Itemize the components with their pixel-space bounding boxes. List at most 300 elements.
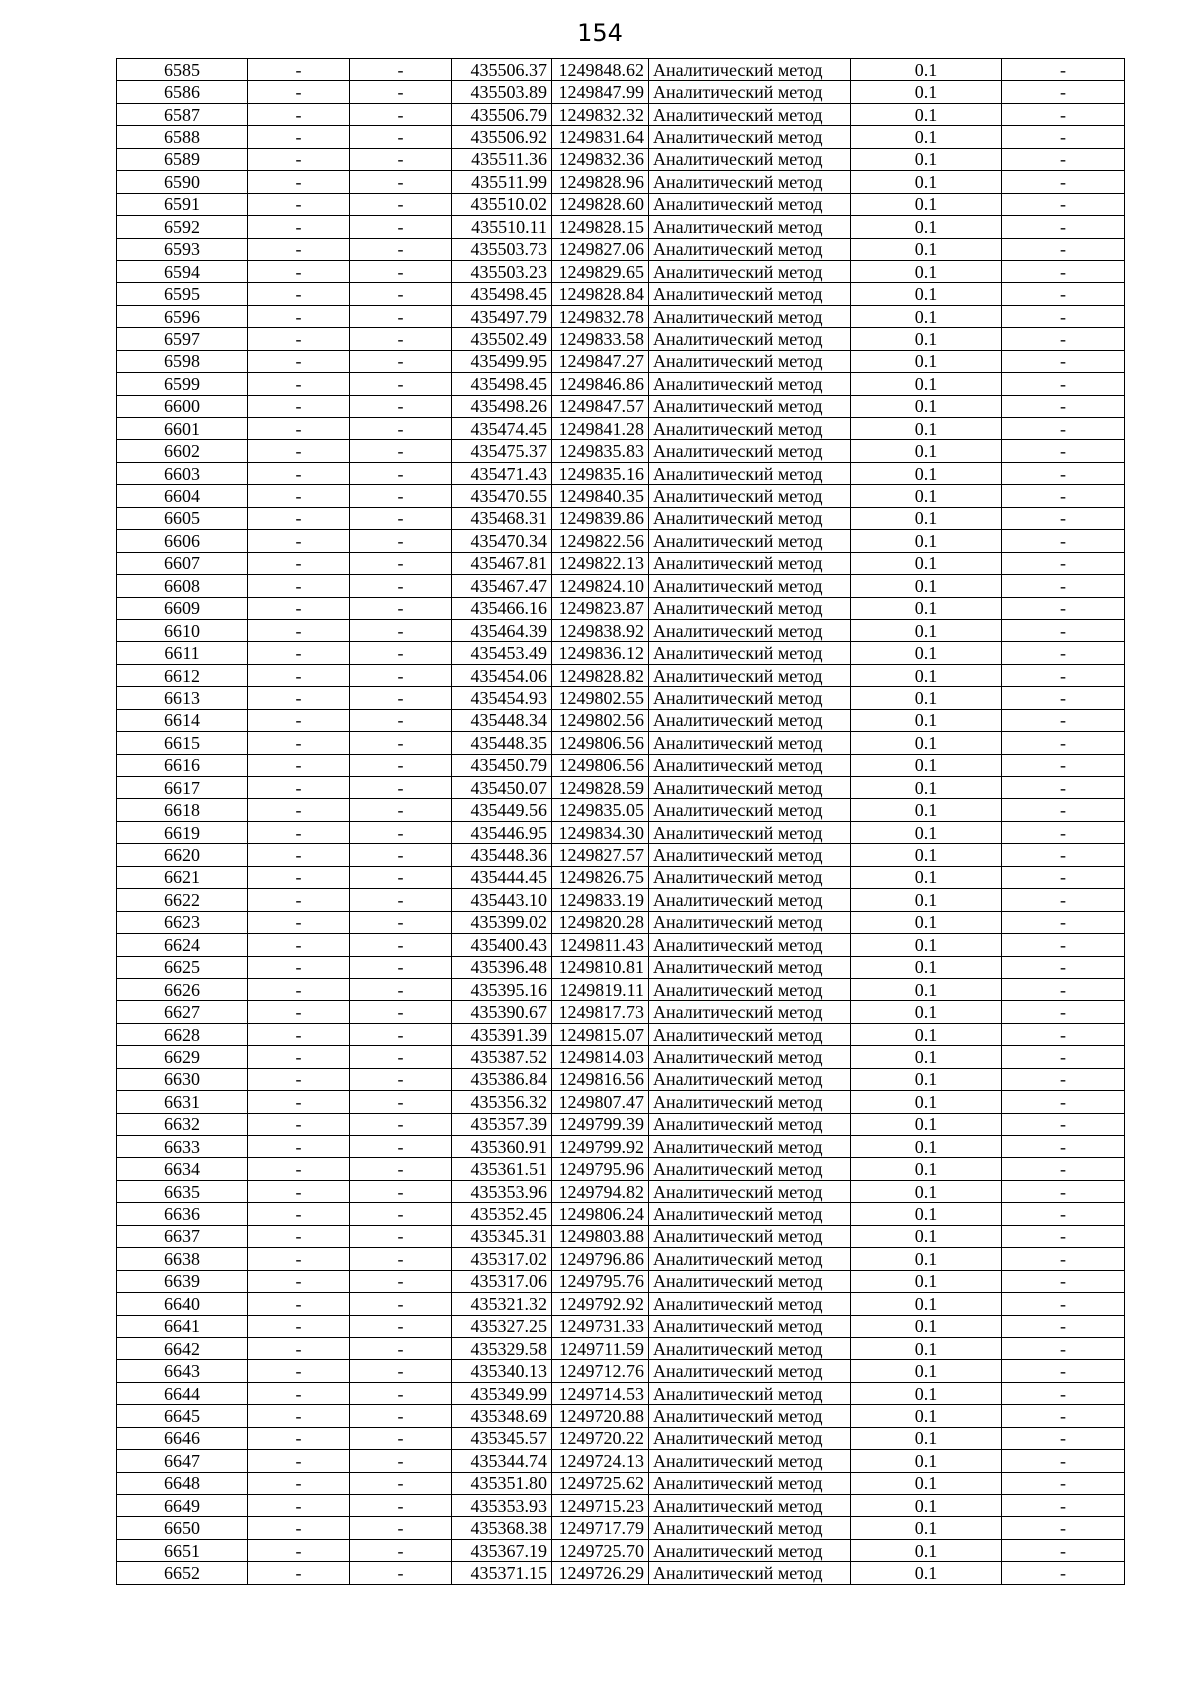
accuracy-cell: 0.1: [851, 81, 1002, 103]
table-row: [117, 1382, 1125, 1404]
point-number-cell: 6620: [117, 844, 248, 866]
accuracy-cell: 0.1: [851, 1360, 1002, 1382]
method-cell: Аналитический метод: [649, 238, 851, 260]
table-row: [117, 462, 1125, 484]
table-row: [117, 238, 1125, 260]
note-cell: -: [1002, 1046, 1125, 1068]
method-cell: Аналитический метод: [649, 1337, 851, 1359]
unused-cell-b: -: [350, 1360, 452, 1382]
table-row: [117, 1203, 1125, 1225]
method-cell: Аналитический метод: [649, 1382, 851, 1404]
unused-cell-b: -: [350, 81, 452, 103]
point-number-cell: 6587: [117, 103, 248, 125]
coord-y-cell: 1249806.56: [552, 754, 649, 776]
unused-cell-b: -: [350, 687, 452, 709]
unused-cell-a: -: [248, 1248, 350, 1270]
unused-cell-a: -: [248, 1360, 350, 1382]
method-cell: Аналитический метод: [649, 821, 851, 843]
method-cell: Аналитический метод: [649, 934, 851, 956]
note-cell: -: [1002, 664, 1125, 686]
coord-y-cell: 1249726.29: [552, 1562, 649, 1584]
accuracy-cell: 0.1: [851, 1248, 1002, 1270]
coord-x-cell: 435390.67: [452, 1001, 552, 1023]
unused-cell-b: -: [350, 59, 452, 81]
point-number-cell: 6646: [117, 1427, 248, 1449]
accuracy-cell: 0.1: [851, 216, 1002, 238]
accuracy-cell: 0.1: [851, 1315, 1002, 1337]
point-number-cell: 6603: [117, 462, 248, 484]
coord-x-cell: 435454.06: [452, 664, 552, 686]
table-row: [117, 1270, 1125, 1292]
note-cell: -: [1002, 1337, 1125, 1359]
method-cell: Аналитический метод: [649, 1001, 851, 1023]
method-cell: Аналитический метод: [649, 530, 851, 552]
coord-x-cell: 435327.25: [452, 1315, 552, 1337]
note-cell: -: [1002, 1113, 1125, 1135]
table-row: [117, 1405, 1125, 1427]
coord-y-cell: 1249731.33: [552, 1315, 649, 1337]
coord-x-cell: 435467.47: [452, 575, 552, 597]
accuracy-cell: 0.1: [851, 530, 1002, 552]
point-number-cell: 6623: [117, 911, 248, 933]
coord-y-cell: 1249826.75: [552, 866, 649, 888]
accuracy-cell: 0.1: [851, 754, 1002, 776]
point-number-cell: 6605: [117, 507, 248, 529]
table-row: [117, 530, 1125, 552]
coord-x-cell: 435446.95: [452, 821, 552, 843]
table-row: [117, 373, 1125, 395]
coord-y-cell: 1249835.05: [552, 799, 649, 821]
unused-cell-b: -: [350, 1337, 452, 1359]
table-row: [117, 597, 1125, 619]
accuracy-cell: 0.1: [851, 597, 1002, 619]
method-cell: Аналитический метод: [649, 1091, 851, 1113]
accuracy-cell: 0.1: [851, 418, 1002, 440]
unused-cell-a: -: [248, 148, 350, 170]
unused-cell-a: -: [248, 1270, 350, 1292]
unused-cell-b: -: [350, 777, 452, 799]
coord-y-cell: 1249835.16: [552, 462, 649, 484]
coord-x-cell: 435471.43: [452, 462, 552, 484]
accuracy-cell: 0.1: [851, 103, 1002, 125]
unused-cell-a: -: [248, 395, 350, 417]
coord-x-cell: 435450.07: [452, 777, 552, 799]
coord-x-cell: 435466.16: [452, 597, 552, 619]
coord-y-cell: 1249839.86: [552, 507, 649, 529]
unused-cell-b: -: [350, 260, 452, 282]
coord-y-cell: 1249814.03: [552, 1046, 649, 1068]
unused-cell-a: -: [248, 754, 350, 776]
point-number-cell: 6652: [117, 1562, 248, 1584]
coord-y-cell: 1249799.39: [552, 1113, 649, 1135]
point-number-cell: 6629: [117, 1046, 248, 1068]
coord-y-cell: 1249823.87: [552, 597, 649, 619]
table-row: [117, 934, 1125, 956]
unused-cell-a: -: [248, 799, 350, 821]
note-cell: -: [1002, 1248, 1125, 1270]
accuracy-cell: 0.1: [851, 148, 1002, 170]
coord-y-cell: 1249795.76: [552, 1270, 649, 1292]
accuracy-cell: 0.1: [851, 440, 1002, 462]
coord-y-cell: 1249832.36: [552, 148, 649, 170]
table-row: [117, 575, 1125, 597]
coord-y-cell: 1249828.15: [552, 216, 649, 238]
table-row: [117, 1562, 1125, 1584]
coord-x-cell: 435344.74: [452, 1450, 552, 1472]
point-number-cell: 6608: [117, 575, 248, 597]
accuracy-cell: 0.1: [851, 1001, 1002, 1023]
note-cell: -: [1002, 350, 1125, 372]
note-cell: -: [1002, 126, 1125, 148]
coord-y-cell: 1249832.32: [552, 103, 649, 125]
coord-x-cell: 435353.96: [452, 1180, 552, 1202]
method-cell: Аналитический метод: [649, 328, 851, 350]
unused-cell-b: -: [350, 1495, 452, 1517]
table-row: [117, 1225, 1125, 1247]
method-cell: Аналитический метод: [649, 260, 851, 282]
coord-x-cell: 435356.32: [452, 1091, 552, 1113]
coord-x-cell: 435395.16: [452, 978, 552, 1000]
accuracy-cell: 0.1: [851, 171, 1002, 193]
table-row: [117, 1517, 1125, 1539]
unused-cell-a: -: [248, 485, 350, 507]
point-number-cell: 6651: [117, 1539, 248, 1561]
note-cell: -: [1002, 1001, 1125, 1023]
point-number-cell: 6616: [117, 754, 248, 776]
coord-y-cell: 1249835.83: [552, 440, 649, 462]
coord-y-cell: 1249806.24: [552, 1203, 649, 1225]
coord-x-cell: 435464.39: [452, 619, 552, 641]
accuracy-cell: 0.1: [851, 821, 1002, 843]
unused-cell-b: -: [350, 889, 452, 911]
note-cell: -: [1002, 1450, 1125, 1472]
method-cell: Аналитический метод: [649, 1113, 851, 1135]
accuracy-cell: 0.1: [851, 664, 1002, 686]
accuracy-cell: 0.1: [851, 328, 1002, 350]
unused-cell-a: -: [248, 821, 350, 843]
unused-cell-b: -: [350, 216, 452, 238]
accuracy-cell: 0.1: [851, 1046, 1002, 1068]
unused-cell-b: -: [350, 754, 452, 776]
accuracy-cell: 0.1: [851, 1450, 1002, 1472]
unused-cell-b: -: [350, 193, 452, 215]
coord-y-cell: 1249807.47: [552, 1091, 649, 1113]
note-cell: -: [1002, 1136, 1125, 1158]
note-cell: -: [1002, 889, 1125, 911]
coord-y-cell: 1249725.70: [552, 1539, 649, 1561]
unused-cell-a: -: [248, 59, 350, 81]
unused-cell-a: -: [248, 260, 350, 282]
accuracy-cell: 0.1: [851, 978, 1002, 1000]
accuracy-cell: 0.1: [851, 889, 1002, 911]
method-cell: Аналитический метод: [649, 59, 851, 81]
table-row: [117, 552, 1125, 574]
coord-y-cell: 1249847.27: [552, 350, 649, 372]
note-cell: -: [1002, 305, 1125, 327]
unused-cell-a: -: [248, 619, 350, 641]
coord-y-cell: 1249846.86: [552, 373, 649, 395]
unused-cell-b: -: [350, 799, 452, 821]
coord-x-cell: 435345.57: [452, 1427, 552, 1449]
note-cell: -: [1002, 530, 1125, 552]
method-cell: Аналитический метод: [649, 126, 851, 148]
coord-x-cell: 435506.37: [452, 59, 552, 81]
coord-x-cell: 435503.23: [452, 260, 552, 282]
unused-cell-b: -: [350, 373, 452, 395]
coord-y-cell: 1249815.07: [552, 1023, 649, 1045]
unused-cell-a: -: [248, 1472, 350, 1494]
unused-cell-a: -: [248, 1315, 350, 1337]
point-number-cell: 6634: [117, 1158, 248, 1180]
unused-cell-a: -: [248, 305, 350, 327]
method-cell: Аналитический метод: [649, 507, 851, 529]
method-cell: Аналитический метод: [649, 754, 851, 776]
accuracy-cell: 0.1: [851, 575, 1002, 597]
note-cell: -: [1002, 1293, 1125, 1315]
method-cell: Аналитический метод: [649, 148, 851, 170]
unused-cell-a: -: [248, 1158, 350, 1180]
unused-cell-a: -: [248, 126, 350, 148]
note-cell: -: [1002, 1405, 1125, 1427]
unused-cell-a: -: [248, 1068, 350, 1090]
note-cell: -: [1002, 597, 1125, 619]
method-cell: Аналитический метод: [649, 193, 851, 215]
point-number-cell: 6602: [117, 440, 248, 462]
point-number-cell: 6617: [117, 777, 248, 799]
unused-cell-a: -: [248, 575, 350, 597]
unused-cell-b: -: [350, 1427, 452, 1449]
point-number-cell: 6614: [117, 709, 248, 731]
accuracy-cell: 0.1: [851, 193, 1002, 215]
note-cell: -: [1002, 283, 1125, 305]
point-number-cell: 6637: [117, 1225, 248, 1247]
point-number-cell: 6593: [117, 238, 248, 260]
note-cell: -: [1002, 81, 1125, 103]
coord-y-cell: 1249847.57: [552, 395, 649, 417]
coord-y-cell: 1249832.78: [552, 305, 649, 327]
method-cell: Аналитический метод: [649, 1248, 851, 1270]
coord-x-cell: 435450.79: [452, 754, 552, 776]
table-row: [117, 1472, 1125, 1494]
point-number-cell: 6585: [117, 59, 248, 81]
unused-cell-a: -: [248, 373, 350, 395]
unused-cell-a: -: [248, 238, 350, 260]
coord-y-cell: 1249822.56: [552, 530, 649, 552]
note-cell: -: [1002, 642, 1125, 664]
table-row: [117, 642, 1125, 664]
coord-x-cell: 435448.36: [452, 844, 552, 866]
unused-cell-b: -: [350, 709, 452, 731]
coord-x-cell: 435352.45: [452, 1203, 552, 1225]
unused-cell-b: -: [350, 485, 452, 507]
accuracy-cell: 0.1: [851, 1495, 1002, 1517]
method-cell: Аналитический метод: [649, 889, 851, 911]
unused-cell-a: -: [248, 328, 350, 350]
unused-cell-b: -: [350, 642, 452, 664]
table-row: [117, 260, 1125, 282]
note-cell: -: [1002, 440, 1125, 462]
accuracy-cell: 0.1: [851, 1293, 1002, 1315]
method-cell: Аналитический метод: [649, 956, 851, 978]
table-row: [117, 440, 1125, 462]
method-cell: Аналитический метод: [649, 1225, 851, 1247]
method-cell: Аналитический метод: [649, 1517, 851, 1539]
accuracy-cell: 0.1: [851, 777, 1002, 799]
coord-y-cell: 1249834.30: [552, 821, 649, 843]
point-number-cell: 6624: [117, 934, 248, 956]
note-cell: -: [1002, 1180, 1125, 1202]
table-row: [117, 305, 1125, 327]
coord-x-cell: 435511.36: [452, 148, 552, 170]
point-number-cell: 6618: [117, 799, 248, 821]
note-cell: -: [1002, 193, 1125, 215]
unused-cell-a: -: [248, 1562, 350, 1584]
point-number-cell: 6630: [117, 1068, 248, 1090]
table-row: [117, 126, 1125, 148]
unused-cell-b: -: [350, 978, 452, 1000]
coord-y-cell: 1249828.82: [552, 664, 649, 686]
unused-cell-b: -: [350, 1023, 452, 1045]
note-cell: -: [1002, 687, 1125, 709]
table-row: [117, 1539, 1125, 1561]
accuracy-cell: 0.1: [851, 1091, 1002, 1113]
coord-x-cell: 435349.99: [452, 1382, 552, 1404]
unused-cell-b: -: [350, 238, 452, 260]
unused-cell-a: -: [248, 1539, 350, 1561]
accuracy-cell: 0.1: [851, 619, 1002, 641]
table-row: [117, 754, 1125, 776]
table-row: [117, 1495, 1125, 1517]
point-number-cell: 6591: [117, 193, 248, 215]
unused-cell-a: -: [248, 507, 350, 529]
method-cell: Аналитический метод: [649, 777, 851, 799]
unused-cell-b: -: [350, 440, 452, 462]
unused-cell-a: -: [248, 462, 350, 484]
point-number-cell: 6622: [117, 889, 248, 911]
unused-cell-a: -: [248, 1427, 350, 1449]
table-row: [117, 1427, 1125, 1449]
point-number-cell: 6649: [117, 1495, 248, 1517]
coord-y-cell: 1249816.56: [552, 1068, 649, 1090]
unused-cell-b: -: [350, 395, 452, 417]
note-cell: -: [1002, 911, 1125, 933]
point-number-cell: 6601: [117, 418, 248, 440]
unused-cell-a: -: [248, 1023, 350, 1045]
coord-y-cell: 1249714.53: [552, 1382, 649, 1404]
method-cell: Аналитический метод: [649, 1270, 851, 1292]
unused-cell-a: -: [248, 687, 350, 709]
coord-x-cell: 435468.31: [452, 507, 552, 529]
note-cell: -: [1002, 1539, 1125, 1561]
table-row: [117, 732, 1125, 754]
unused-cell-b: -: [350, 283, 452, 305]
accuracy-cell: 0.1: [851, 260, 1002, 282]
unused-cell-a: -: [248, 103, 350, 125]
method-cell: Аналитический метод: [649, 171, 851, 193]
coord-y-cell: 1249824.10: [552, 575, 649, 597]
method-cell: Аналитический метод: [649, 911, 851, 933]
coord-y-cell: 1249820.28: [552, 911, 649, 933]
coord-y-cell: 1249817.73: [552, 1001, 649, 1023]
unused-cell-b: -: [350, 552, 452, 574]
unused-cell-b: -: [350, 507, 452, 529]
table-row: [117, 1158, 1125, 1180]
point-number-cell: 6589: [117, 148, 248, 170]
unused-cell-a: -: [248, 1136, 350, 1158]
method-cell: Аналитический метод: [649, 799, 851, 821]
point-number-cell: 6621: [117, 866, 248, 888]
method-cell: Аналитический метод: [649, 978, 851, 1000]
unused-cell-a: -: [248, 1113, 350, 1135]
table-row: [117, 148, 1125, 170]
unused-cell-b: -: [350, 844, 452, 866]
unused-cell-b: -: [350, 462, 452, 484]
coord-x-cell: 435391.39: [452, 1023, 552, 1045]
coord-x-cell: 435345.31: [452, 1225, 552, 1247]
method-cell: Аналитический метод: [649, 687, 851, 709]
unused-cell-b: -: [350, 418, 452, 440]
point-number-cell: 6638: [117, 1248, 248, 1270]
table-row: [117, 1068, 1125, 1090]
accuracy-cell: 0.1: [851, 485, 1002, 507]
note-cell: -: [1002, 238, 1125, 260]
method-cell: Аналитический метод: [649, 1180, 851, 1202]
accuracy-cell: 0.1: [851, 1113, 1002, 1135]
point-number-cell: 6611: [117, 642, 248, 664]
method-cell: Аналитический метод: [649, 642, 851, 664]
coord-y-cell: 1249827.06: [552, 238, 649, 260]
coord-y-cell: 1249792.92: [552, 1293, 649, 1315]
accuracy-cell: 0.1: [851, 732, 1002, 754]
unused-cell-a: -: [248, 552, 350, 574]
point-number-cell: 6641: [117, 1315, 248, 1337]
point-number-cell: 6613: [117, 687, 248, 709]
accuracy-cell: 0.1: [851, 687, 1002, 709]
coord-y-cell: 1249828.84: [552, 283, 649, 305]
table-row: [117, 911, 1125, 933]
method-cell: Аналитический метод: [649, 1315, 851, 1337]
table-row: [117, 1360, 1125, 1382]
coord-x-cell: 435448.34: [452, 709, 552, 731]
point-number-cell: 6586: [117, 81, 248, 103]
coord-x-cell: 435357.39: [452, 1113, 552, 1135]
coord-y-cell: 1249711.59: [552, 1337, 649, 1359]
method-cell: Аналитический метод: [649, 597, 851, 619]
accuracy-cell: 0.1: [851, 350, 1002, 372]
point-number-cell: 6645: [117, 1405, 248, 1427]
accuracy-cell: 0.1: [851, 462, 1002, 484]
point-number-cell: 6609: [117, 597, 248, 619]
table-row: [117, 103, 1125, 125]
table-row: [117, 59, 1125, 81]
coord-x-cell: 435499.95: [452, 350, 552, 372]
method-cell: Аналитический метод: [649, 1293, 851, 1315]
coord-y-cell: 1249827.57: [552, 844, 649, 866]
unused-cell-a: -: [248, 956, 350, 978]
coord-x-cell: 435453.49: [452, 642, 552, 664]
unused-cell-b: -: [350, 597, 452, 619]
unused-cell-b: -: [350, 350, 452, 372]
coord-x-cell: 435474.45: [452, 418, 552, 440]
unused-cell-b: -: [350, 1562, 452, 1584]
coord-x-cell: 435396.48: [452, 956, 552, 978]
accuracy-cell: 0.1: [851, 1158, 1002, 1180]
unused-cell-a: -: [248, 440, 350, 462]
unused-cell-b: -: [350, 934, 452, 956]
table-row: [117, 687, 1125, 709]
note-cell: -: [1002, 1517, 1125, 1539]
coord-x-cell: 435506.79: [452, 103, 552, 125]
